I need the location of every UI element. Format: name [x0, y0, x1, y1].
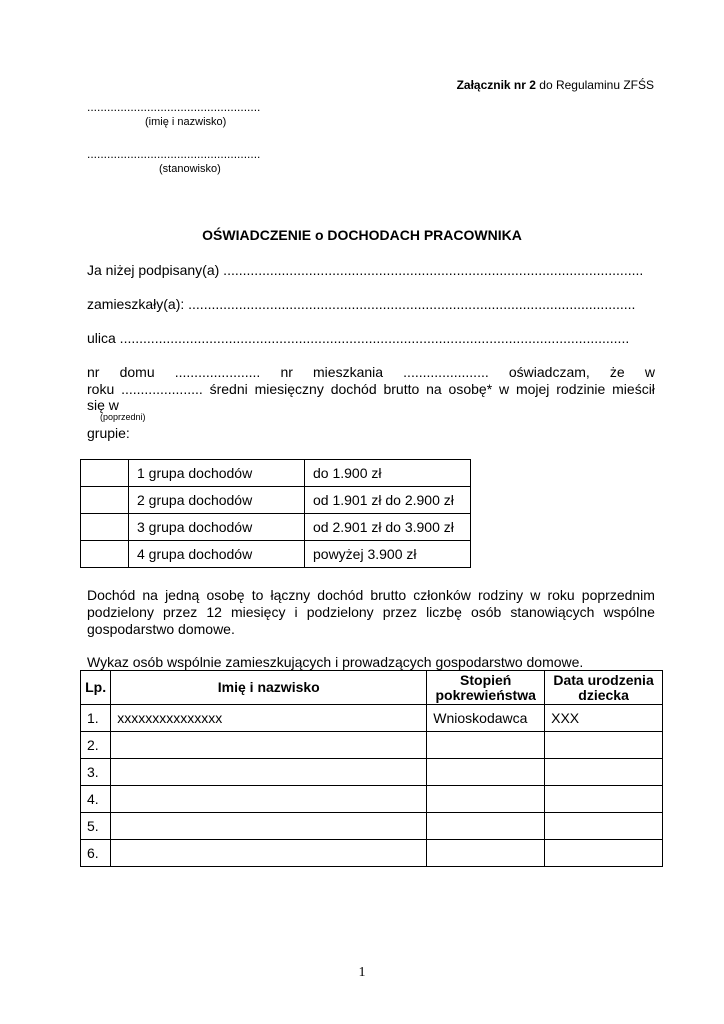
table-row — [81, 705, 663, 732]
definition-1-word: to — [251, 587, 264, 603]
header-relation-line1: Stopień — [460, 671, 512, 688]
row-birth-date[interactable] — [545, 759, 663, 786]
header-relation-line2: pokrewieństwa — [435, 686, 536, 703]
table-row — [81, 460, 471, 487]
house-line-word: ...................... — [174, 364, 261, 380]
year-line-word: ..................... — [121, 381, 203, 397]
row-lp: 6. — [81, 840, 111, 867]
header-relation — [427, 671, 545, 705]
definition-1-word: brutto — [370, 587, 407, 603]
house-line-word: ...................... — [403, 364, 489, 380]
attachment-number: Załącznik nr 2 — [456, 78, 536, 92]
row-name[interactable] — [111, 840, 427, 867]
row-name[interactable] — [111, 786, 427, 813]
house-number-line — [87, 364, 655, 380]
household-persons-table — [80, 670, 663, 867]
row-relation[interactable] — [427, 813, 545, 840]
definition-2-word: miesięcy — [230, 604, 286, 620]
year-line-word: mieścił — [612, 381, 655, 397]
definition-1-word: Dochód — [87, 587, 136, 603]
document-title: OŚWIADCZENIE o DOCHODACH PRACOWNIKA — [202, 227, 522, 243]
definition-1-word: członków — [413, 587, 471, 603]
row-name[interactable] — [111, 759, 427, 786]
table-row — [81, 759, 663, 786]
row-relation[interactable] — [427, 759, 545, 786]
attachment-regulation: do Regulaminu ZFŚS — [535, 78, 654, 92]
year-line-word: miesięczny — [254, 381, 324, 397]
row-relation[interactable]: Wnioskodawca — [427, 705, 545, 732]
definition-1-word: na — [142, 587, 158, 603]
year-income-line — [87, 381, 655, 397]
attachment-header — [457, 78, 654, 92]
row-name[interactable] — [111, 813, 427, 840]
year-line-word: w — [498, 381, 510, 397]
table-header-row — [81, 671, 663, 705]
house-line-word: domu — [119, 364, 155, 380]
year-line-word: roku — [87, 381, 115, 397]
group-name: 3 grupa dochodów — [129, 514, 305, 541]
year-line-word: na — [426, 381, 442, 397]
street-line[interactable]: ulica ................................................................................................................................... — [87, 330, 630, 346]
table-row — [81, 487, 471, 514]
previous-caption: (poprzedni) — [100, 412, 146, 422]
year-line-word: średni — [209, 381, 248, 397]
row-birth-date[interactable] — [545, 840, 663, 867]
row-lp: 5. — [81, 813, 111, 840]
house-line-word: nr — [87, 364, 100, 380]
group-checkbox-cell[interactable] — [81, 541, 129, 568]
definition-2-word: i — [294, 604, 298, 620]
year-line-word: rodzinie — [556, 381, 606, 397]
group-range: od 1.901 zł do 2.900 zł — [305, 487, 471, 514]
row-birth-date[interactable] — [545, 786, 663, 813]
definition-2-word: liczbę — [426, 604, 462, 620]
name-dotted-line[interactable]: .................................................... — [87, 100, 261, 114]
definition-1-word: łączny — [270, 587, 311, 603]
group-name: 2 grupa dochodów — [129, 487, 305, 514]
header-birth-line2: dziecka — [578, 686, 629, 703]
table-row — [81, 840, 663, 867]
definition-1-word: roku — [547, 587, 575, 603]
row-birth-date[interactable] — [545, 813, 663, 840]
row-birth-date[interactable] — [545, 732, 663, 759]
house-line-word: mieszkania — [313, 364, 384, 380]
table-row — [81, 541, 471, 568]
position-dotted-line[interactable]: .................................................... — [87, 147, 261, 161]
group-checkbox-cell[interactable] — [81, 487, 129, 514]
definition-1-word: jedną — [165, 587, 200, 603]
year-line-word: osobę* — [448, 381, 493, 397]
definition-2-word: przez — [163, 604, 198, 620]
residence-line[interactable]: zamieszkały(a): ................................................................................................................... — [87, 296, 636, 312]
name-caption: (imię i nazwisko) — [145, 116, 227, 128]
definition-line-1 — [87, 587, 655, 603]
definition-2-word: podzielony — [306, 604, 374, 620]
income-groups-table — [80, 459, 471, 568]
row-lp: 2. — [81, 732, 111, 759]
row-name[interactable]: xxxxxxxxxxxxxxx — [111, 705, 427, 732]
definition-1-word: rodziny — [477, 587, 524, 603]
header-birth-line1: Data urodzenia — [553, 671, 654, 688]
definition-1-word: osobę — [206, 587, 245, 603]
row-lp: 3. — [81, 759, 111, 786]
year-line-word: brutto — [383, 381, 420, 397]
definition-2-word: stanowiących — [510, 604, 595, 620]
group-name: 4 grupa dochodów — [129, 541, 305, 568]
definition-line-3: gospodarstwo domowe. — [87, 621, 235, 637]
table-row — [81, 786, 663, 813]
house-line-word: oświadczam, — [508, 364, 590, 380]
row-lp: 4. — [81, 786, 111, 813]
group-checkbox-cell[interactable] — [81, 460, 129, 487]
group-checkbox-cell[interactable] — [81, 514, 129, 541]
house-line-word: że — [609, 364, 625, 380]
table-row — [81, 732, 663, 759]
row-birth-date[interactable]: XXX — [545, 705, 663, 732]
group-range: od 2.901 zł do 3.900 zł — [305, 514, 471, 541]
group-name: 1 grupa dochodów — [129, 460, 305, 487]
group-range: do 1.900 zł — [305, 460, 471, 487]
definition-1-word: w — [530, 587, 541, 603]
row-relation[interactable] — [427, 786, 545, 813]
row-name[interactable] — [111, 732, 427, 759]
house-line-word: w — [644, 364, 655, 380]
table-row — [81, 514, 471, 541]
house-line-word: nr — [280, 364, 293, 380]
position-caption: (stanowisko) — [159, 163, 221, 175]
definition-2-word: osób — [470, 604, 502, 620]
definition-2-word: podzielony — [87, 604, 154, 620]
year-line-word: mojej — [515, 381, 550, 397]
definition-1-word: poprzednim — [581, 587, 655, 603]
definition-2-word: 12 — [206, 604, 222, 620]
group-line: grupie: — [87, 425, 130, 441]
year-line-word: dochód — [330, 381, 377, 397]
signatory-line[interactable]: Ja niżej podpisany(a) ............................................................................................................ — [87, 262, 644, 278]
table-row — [81, 813, 663, 840]
definition-1-word: dochód — [317, 587, 364, 603]
page-number: 1 — [358, 965, 366, 980]
row-relation[interactable] — [427, 732, 545, 759]
row-relation[interactable] — [427, 840, 545, 867]
falls-within-line: się w — [87, 397, 119, 413]
definition-2-word: przez — [382, 604, 417, 620]
definition-line-2 — [87, 604, 655, 620]
header-birth — [545, 671, 663, 705]
header-lp: Lp. — [81, 671, 111, 705]
row-lp: 1. — [81, 705, 111, 732]
group-range: powyżej 3.900 zł — [305, 541, 471, 568]
persons-intro: Wykaz osób wspólnie zamieszkujących i prowadzących gospodarstwo domowe. — [87, 654, 584, 670]
header-name: Imię i nazwisko — [111, 671, 427, 705]
definition-2-word: wspólne — [603, 604, 655, 620]
